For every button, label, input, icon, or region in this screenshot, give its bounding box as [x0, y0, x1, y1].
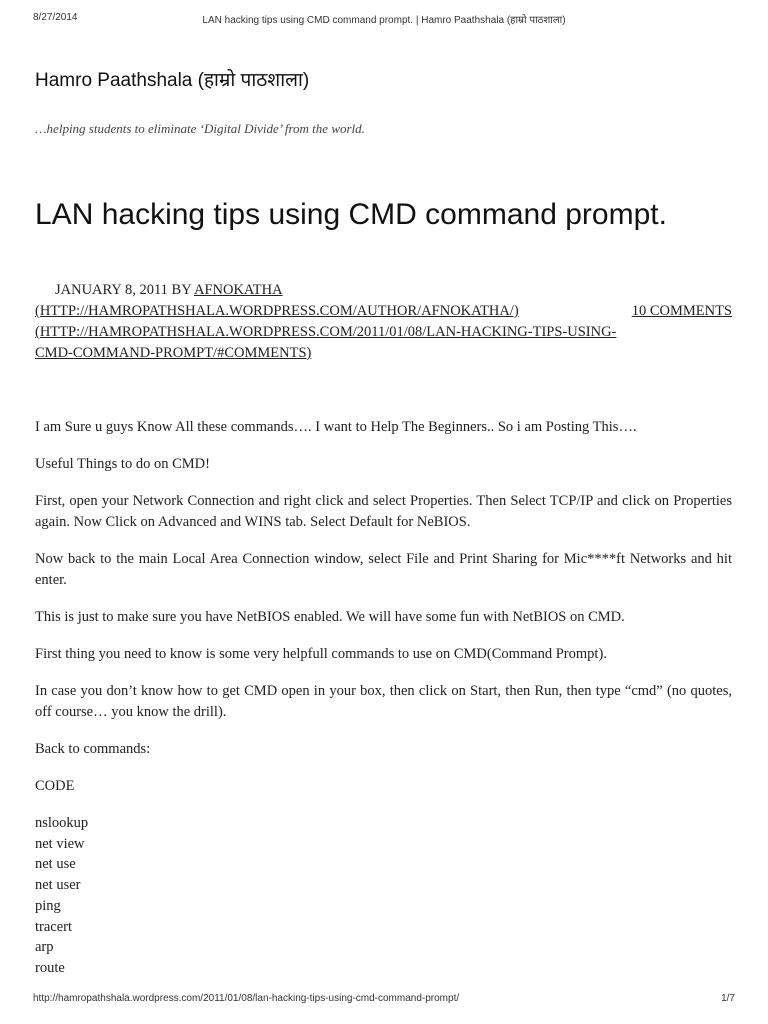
command-item: net view [35, 835, 85, 852]
print-url: http://hamropathshala.wordpress.com/2011/01/08/lan-hacking-tips-using-cmd-command-prompt/ [33, 993, 460, 1004]
command-item: net user [35, 877, 81, 894]
post-title: LAN hacking tips using CMD command prompt. [35, 198, 667, 231]
paragraph: Back to commands: [35, 741, 151, 757]
post-meta [35, 280, 732, 364]
command-item: ping [35, 897, 61, 914]
comments-link[interactable]: 10 COMMENTS [631, 303, 732, 319]
paragraph: Useful Things to do on CMD! [35, 456, 210, 472]
command-item: tracert [35, 918, 73, 935]
author-link[interactable]: AFNOKATHA [193, 282, 283, 298]
paragraph: In case you don’t know how to get CMD open in your box, then click on Start, then Run, then type “cmd” (no quotes, off course… you know the drill). [35, 683, 732, 720]
site-tagline: …helping students to eliminate ‘Digital Divide’ from the world. [35, 121, 365, 136]
command-item: route [35, 959, 65, 976]
author-url-link[interactable]: (HTTP://HAMROPATHSHALA.WORDPRESS.COM/AUTHOR/AFNOKATHA/) [35, 303, 519, 319]
print-document-title: LAN hacking tips using CMD command prompt. | Hamro Paathshala (हाम्रो पाठशाला) [202, 15, 566, 26]
command-item: arp [35, 939, 54, 956]
post-date-by: JANUARY 8, 2011 BY AFNOKATHA [55, 282, 283, 298]
command-item: net use [35, 856, 76, 873]
post-meta-line [35, 322, 732, 343]
comments-url-link[interactable]: (HTTP://HAMROPATHSHALA.WORDPRESS.COM/2011/01/08/LAN-HACKING-TIPS-USING- [35, 324, 617, 340]
paragraph: This is just to make sure you have NetBIOS enabled. We will have some fun with NetBIOS on CMD. [35, 609, 625, 625]
post-meta-line [35, 301, 732, 322]
paragraph: I am Sure u guys Know All these commands…. I want to Help The Beginners.. So i am Posting This…. [35, 419, 637, 435]
command-list [35, 813, 732, 979]
page-number: 1/7 [721, 993, 735, 1004]
paragraph: Now back to the main Local Area Connection window, select File and Print Sharing for Mic****ft Networks and hit enter. [35, 551, 732, 588]
code-heading: CODE [35, 778, 75, 794]
post-meta-line [35, 280, 732, 301]
print-date: 8/27/2014 [33, 12, 78, 23]
command-item: nslookup [35, 815, 89, 831]
site-title[interactable]: Hamro Paathshala (हाम्रो पाठशाला) [35, 70, 310, 91]
paragraph: First thing you need to know is some very helpfull commands to use on CMD(Command Prompt). [35, 646, 607, 662]
post-content [35, 417, 732, 979]
post-meta-line [35, 343, 732, 364]
paragraph: First, open your Network Connection and right click and select Properties. Then Select TCP/IP and click on Properties again. Now Click on Advanced and WINS tab. Select Default for NeBIOS. [35, 493, 732, 530]
comments-url-link[interactable]: CMD-COMMAND-PROMPT/#COMMENTS) [35, 345, 312, 361]
